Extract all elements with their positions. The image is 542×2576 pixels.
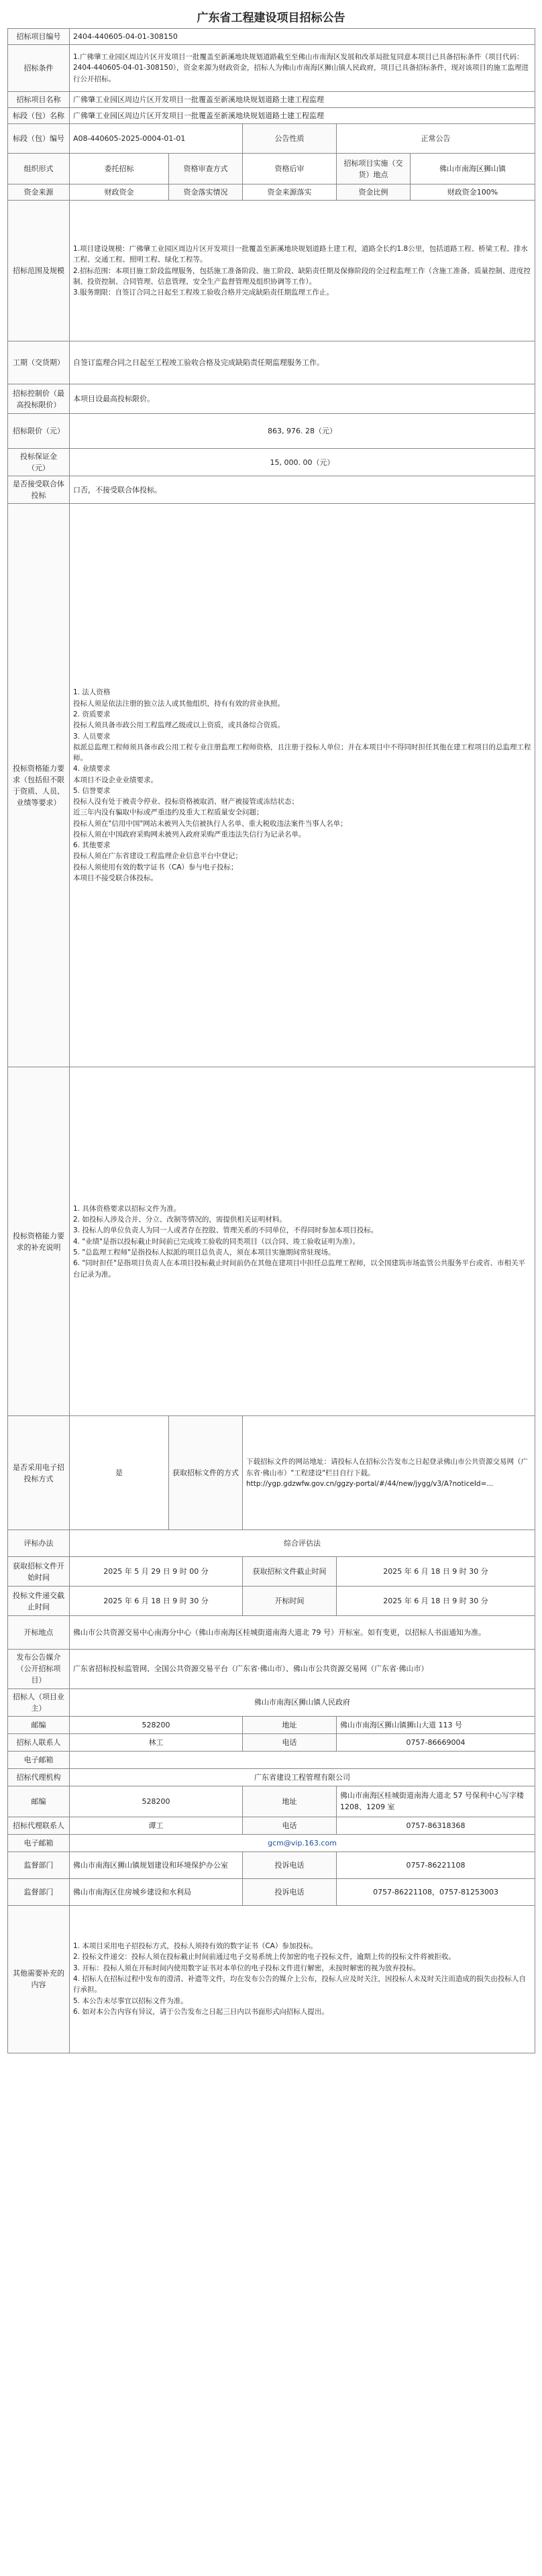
value-supervise-phone: 0757-86221108 bbox=[337, 1851, 535, 1878]
value-supervise-dept: 佛山市南海区狮山镇规划建设和环境保护办公室 bbox=[70, 1851, 243, 1878]
value-section-no: A08-440605-2025-0004-01-01 bbox=[70, 124, 243, 154]
value-address: 佛山市南海区狮山镇狮山大道 113 号 bbox=[337, 1716, 535, 1733]
value-agent-address: 佛山市南海区桂城街道南海大道北 57 号保利中心写字楼 1208、1209 室 bbox=[337, 1786, 535, 1817]
value-agent-email[interactable]: gcm@vip.163.com bbox=[70, 1834, 535, 1851]
label-other-requirements: 投标资格能力要求的补充说明 bbox=[8, 1067, 70, 1416]
label-bid-get-start: 获取招标文件开始时间 bbox=[8, 1557, 70, 1587]
label-eval-method: 评标办法 bbox=[8, 1530, 70, 1557]
label-agent: 招标代理机构 bbox=[8, 1768, 70, 1786]
label-supervise-dept-2: 监督部门 bbox=[8, 1878, 70, 1905]
label-supervise-phone-2: 投诉电话 bbox=[243, 1878, 337, 1905]
label-qualification-method: 资格审查方式 bbox=[169, 154, 243, 184]
value-notice-nature: 正常公告 bbox=[337, 124, 535, 154]
value-bid-get-end: 2025 年 6 月 18 日 9 时 30 分 bbox=[337, 1557, 535, 1587]
label-address: 地址 bbox=[243, 1716, 337, 1733]
value-location: 佛山市南海区狮山镇 bbox=[411, 154, 535, 184]
label-open-time: 开标时间 bbox=[243, 1587, 337, 1616]
label-get-method: 获取招标文件的方式 bbox=[169, 1416, 243, 1530]
value-fund-detail: 资金来源落实 bbox=[243, 184, 337, 201]
value-fund-source: 财政资金 bbox=[70, 184, 169, 201]
label-bid-get-end: 获取招标文件截止时间 bbox=[243, 1557, 337, 1587]
label-section-name: 标段（包）名称 bbox=[8, 108, 70, 124]
label-fund-ratio: 资金比例 bbox=[337, 184, 411, 201]
value-get-method: 下载招标文件的网站地址：请投标人在招标公告发布之日起登录佛山市公共资源交易网（广东省·佛山市）"工程建设"栏目自行下载。 http://ygp.gdzwfw.gov.cn/ggzy-portal/#/44/new/jygg/v3/A?noticeId=... bbox=[243, 1416, 535, 1530]
page-title: 广东省工程建设项目招标公告 bbox=[197, 11, 345, 25]
value-project-no: 2404-440605-04-01-308150 bbox=[70, 29, 535, 45]
label-bid-bond: 投标保证金（元） bbox=[8, 449, 70, 476]
value-fund-ratio: 财政资金100% bbox=[411, 184, 535, 201]
value-project-name: 广佛肇工业园区周边片区开发项目一批覆盖至新溪地块规划道路土建工程监理 bbox=[70, 92, 535, 108]
label-overview: 招标范围及规模 bbox=[8, 201, 70, 341]
label-agent-phone: 电话 bbox=[243, 1817, 337, 1834]
label-other: 其他需要补充的内容 bbox=[8, 1905, 70, 2053]
value-agent-phone: 0757-86318368 bbox=[337, 1817, 535, 1834]
value-email[interactable] bbox=[70, 1751, 535, 1768]
value-other: 1. 本项目采用电子招投标方式，投标人须持有效的数字证书（CA）参加投标。 2. 投标文件递交：投标人须在投标截止时间前通过电子交易系统上传加密的电子投标文件，逾期上传的投标文件将被拒收。 3. 开标：投标人须在开标时间内使用数字证书对本单位的电子投标文件进行解密，未按时解密的视为放弃投标。 4. 招标人在招标过程中发布的澄清、补遗等文件，均在发布公告的媒介上公布，投标人应及时关注，因投标人未及时关注而造成的损失由投标人自行承担。 5. 本公告未尽事宜以招标文件为准。 6. 如对本公告内容有异议，请于公告发布之日起三日内以书面形式向招标人提出。 bbox=[70, 1905, 535, 2053]
label-section-no: 标段（包）编号 bbox=[8, 124, 70, 154]
label-fund-source: 资金来源 bbox=[8, 184, 70, 201]
value-contact: 林工 bbox=[70, 1733, 243, 1751]
label-open-place: 开标地点 bbox=[8, 1616, 70, 1650]
value-requirements: 1. 法人资格 投标人须是依法注册的独立法人或其他组织，持有有效的营业执照。 2. 资质要求 投标人须具备市政公用工程监理乙级或以上资质，或具备综合资质。 3. 人员要求 拟派总监理工程师须具备市政公用工程专业注册监理工程师资格，且注册于投标人单位；并在本项目中不得同时担任其他在建工程项目的总监理工程师。 4. 业绩要求 本项目不设企业业绩要求。 5. 信誉要求 投标人没有处于被责令停业、投标资格被取消、财产被接管或冻结状态； 近三年内没有骗取中标或严重违约及重大工程质量安全问题； 投标人须在"信用中国"网站未被列入失信被执行人名单、重大税收违法案件当事人名单； 投标人须在中国政府采购网未被列入政府采购严重违法失信行为记录名单。 6. 其他要求 投标人须在广东省建设工程监理企业信息平台中登记； 投标人须使用有效的数字证书（CA）参与电子投标； 本项目不接受联合体投标。 bbox=[70, 504, 535, 1067]
value-other-requirements: 1. 具体资格要求以招标文件为准。 2. 如投标人涉及合并、分立、改制等情况的，需提供相关证明材料。 3. 投标人的单位负责人为同一人或者存在控股、管理关系的不同单位，不得同时参加本项目投标。 4. "业绩"是指以投标截止时间前已完成竣工验收的同类项目（以合同、竣工验收证明为准）。 5. "总监理工程师"是指投标人拟派的项目总负责人，须在本项目实施期间常驻现场。 6. "同时担任"是指项目负责人在本项目投标截止时间前仍在其他在建项目中担任总监理工程师，以全国建筑市场监管公共服务平台或省、市相关平台记录为准。 bbox=[70, 1067, 535, 1416]
label-agent-address: 地址 bbox=[243, 1786, 337, 1817]
value-org-form: 委托招标 bbox=[70, 154, 169, 184]
label-project-no: 招标项目编号 bbox=[8, 29, 70, 45]
value-deadline: 2025 年 6 月 18 日 9 时 30 分 bbox=[70, 1587, 243, 1616]
label-contact: 招标人联系人 bbox=[8, 1733, 70, 1751]
value-section-name: 广佛肇工业园区周边片区开发项目一批覆盖至新溪地块规划道路土建工程监理 bbox=[70, 108, 535, 124]
value-bid-get-start: 2025 年 5 月 29 日 9 时 00 分 bbox=[70, 1557, 243, 1587]
label-agent-email: 电子邮箱 bbox=[8, 1834, 70, 1851]
value-duration: 自签订监理合同之日起至工程竣工验收合格及完成缺陷责任期监理服务工作。 bbox=[70, 341, 535, 384]
label-supervise-phone: 投诉电话 bbox=[243, 1851, 337, 1878]
value-agent-contact: 谭工 bbox=[70, 1817, 243, 1834]
label-supervisor: 招标人（项目业主） bbox=[8, 1688, 70, 1716]
value-max-price: 本项目设最高投标限价。 bbox=[70, 384, 535, 414]
value-bid-bond: 15, 000. 00（元） bbox=[70, 449, 535, 476]
label-deadline: 投标文件递交截止时间 bbox=[8, 1587, 70, 1616]
label-accept-consortium: 是否接受联合体投标 bbox=[8, 476, 70, 504]
label-agent-postcode: 邮编 bbox=[8, 1786, 70, 1817]
label-phone: 电话 bbox=[243, 1733, 337, 1751]
label-conditions: 招标条件 bbox=[8, 45, 70, 92]
value-overview: 1.项目建设规模：广佛肇工业园区周边片区开发项目一批覆盖至新溪地块规划道路土建工程，道路全长约1.8公里，包括道路工程、桥梁工程、排水工程、交通工程、照明工程、绿化工程等。 2.招标范围：本项目施工阶段监理服务，包括施工准备阶段、施工阶段、缺陷责任期及保修阶段的全过程监理工作（含施工准备、质量控制、进度控制、投资控制、合同管理、信息管理、安全生产监督管理及组织协调等工作）。 3.服务期限：自签订合同之日起至工程竣工验收合格并完成缺陷责任期监理工作止。 bbox=[70, 201, 535, 341]
value-ceiling: 863, 976. 28（元） bbox=[70, 414, 535, 449]
value-conditions: 1.广佛肇工业园区周边片区开发项目一批覆盖至新溪地块规划道路截至至佛山市南海区发展和改革局批复同意本项目已具备招标条件（项目代码：2404-440605-04-01-308150），资金来源为财政资金，招标人为佛山市南海区狮山镇人民政府，项目已具备招标条件，现对该项目的施工监理进行公开招标。 bbox=[70, 45, 535, 92]
label-duration: 工期（交货期） bbox=[8, 341, 70, 384]
label-media: 发布公告媒介（公开招标项目） bbox=[8, 1650, 70, 1688]
label-postcode: 邮编 bbox=[8, 1716, 70, 1733]
value-agent: 广东省建设工程管理有限公司 bbox=[70, 1768, 535, 1786]
label-max-price: 招标控制价（最高投标限价） bbox=[8, 384, 70, 414]
label-agent-contact: 招标代理联系人 bbox=[8, 1817, 70, 1834]
value-electronic: 是 bbox=[70, 1416, 169, 1530]
value-qualification-method: 资格后审 bbox=[243, 154, 337, 184]
notice-table bbox=[7, 28, 535, 2053]
label-fund-detail: 资金落实情况 bbox=[169, 184, 243, 201]
label-project-name: 招标项目名称 bbox=[8, 92, 70, 108]
label-electronic: 是否采用电子招投标方式 bbox=[8, 1416, 70, 1530]
label-supervise-dept: 监督部门 bbox=[8, 1851, 70, 1878]
label-org-form: 组织形式 bbox=[8, 154, 70, 184]
value-accept-consortium: 口否，不接受联合体投标。 bbox=[70, 476, 535, 504]
value-supervisor: 佛山市南海区狮山镇人民政府 bbox=[70, 1688, 535, 1716]
value-eval-method: 综合评估法 bbox=[70, 1530, 535, 1557]
label-ceiling: 招标限价（元） bbox=[8, 414, 70, 449]
label-notice-nature: 公告性质 bbox=[243, 124, 337, 154]
value-supervise-dept-2: 佛山市南海区住房城乡建设和水利局 bbox=[70, 1878, 243, 1905]
value-phone: 0757-86669004 bbox=[337, 1733, 535, 1751]
value-media: 广东省招标投标监管网、全国公共资源交易平台（广东省·佛山市）、佛山市公共资源交易网（广东省·佛山市） bbox=[70, 1650, 535, 1688]
value-postcode: 528200 bbox=[70, 1716, 243, 1733]
label-location: 招标项目实施（交货）地点 bbox=[337, 154, 411, 184]
label-email: 电子邮箱 bbox=[8, 1751, 70, 1768]
value-supervise-phone-2: 0757-86221108，0757-81253003 bbox=[337, 1878, 535, 1905]
value-open-time: 2025 年 6 月 18 日 9 时 30 分 bbox=[337, 1587, 535, 1616]
value-open-place: 佛山市公共资源交易中心南海分中心（佛山市南海区桂城街道南海大道北 79 号）开标室。如有变更，以招标人书面通知为准。 bbox=[70, 1616, 535, 1650]
value-agent-postcode: 528200 bbox=[70, 1786, 243, 1817]
label-requirements: 投标资格能力要求（包括但不限于资质、人员、业绩等要求） bbox=[8, 504, 70, 1067]
